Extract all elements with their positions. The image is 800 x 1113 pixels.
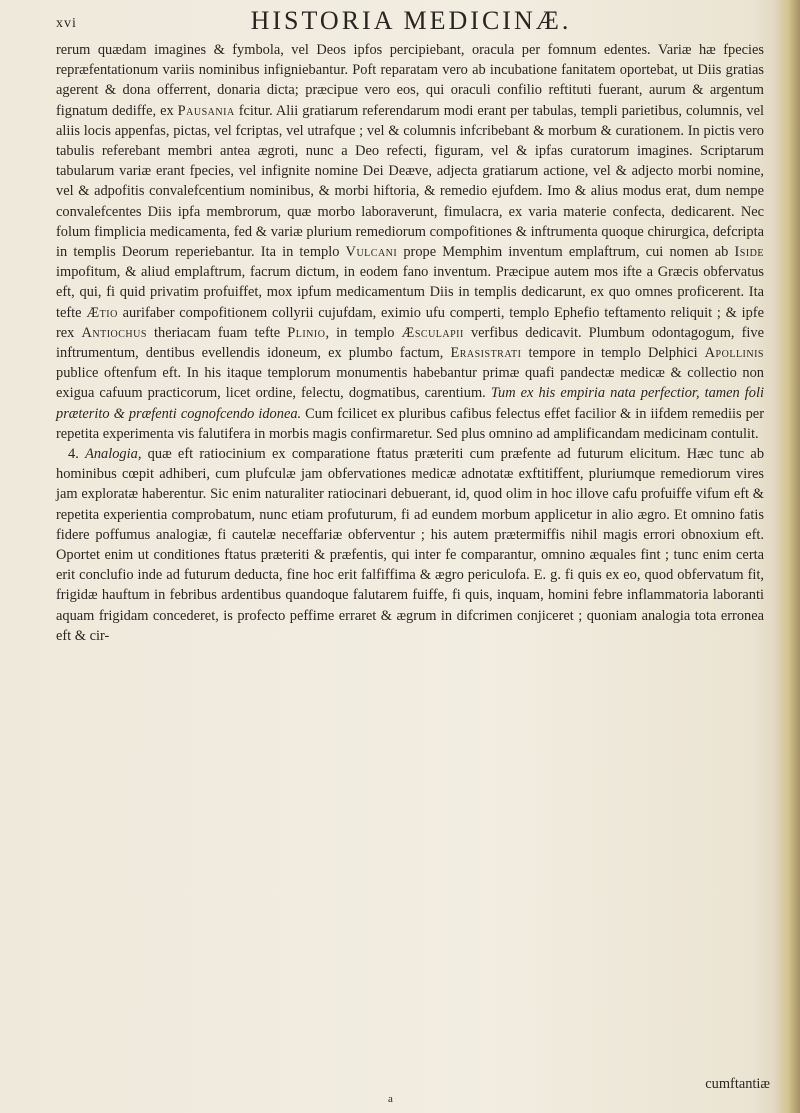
name-vulcani: Vulcani <box>345 244 398 261</box>
body-text <box>56 40 764 646</box>
name-iside: Iside <box>734 244 764 261</box>
name-plinio: Plinio <box>287 324 326 341</box>
catchword: cumftantiæ <box>705 1076 770 1092</box>
paragraph-incubation: rerum quædam imagines & fymbola, vel Deos ipfos percipiebant, oracula per fomnum edentes. Variæ hæ fpecies repræfentationum variis nominibus infigniebantur. Poft reparatam vero ab incubatione fanitatem oportebat, ut Diis gratias agerent & dona offerrent, donaria dicta; præcipue vero eos, qui oraculi confilio reftituti fuerant, aurum & argentum fignatum dediffe, ex Pausania fcitur. Alii gratiarum referendarum modi erant per tabulas, templi parietibus, columnis, vel aliis locis appenfas, pictas, vel fcriptas, vel utrafque ; vel & columnis infcribebant & morbum & curationem. In pictis vero tabulis referebant membri antea ægroti, nunc a Deo refecti, figuram, vel & ipfas curatorum imagines. Scriptarum tabularum variæ erant fpecies, vel infignite nomine Dei Deæve, adjecta gratiarum actione, vel & adjecto morbi nomine, vel & adpofitis convalefcentium nominibus, & morbi hiftoria, & remedio ejufdem. Imo & alius modus erat, dum nempe convalefcentes Diis ipfa membrorum, quæ morbo laboraverunt, fimulacra, ex varia materie confecta, dedicarent. Nec folum fimplicia medicamenta, fed & variæ plurium remediorum compofitiones & inftrumenta quoque chirurgica, defcripta in templis Deorum reperiebantur. Ita in templo Vulcani prope Memphim inventum emplaftrum, cui nomen ab Iside impofitum, & aliud emplaftrum, facrum dictum, in eodem fano inventum. Præcipue autem mos ifte a Græcis obfervatus eft, qui, fi quid privatim profuiffet, mox ipfum medicamentum Diis in templis dedicarunt, ex quo omnes proficerent. Ita tefte Ætio aurifaber compofitionem collyrii cujufdam, eximio ufu comperti, templo Ephefio teftamento reliquit ; & ipfe rex Antiochus theriacam fuam tefte Plinio, in templo Æsculapii verfibus dedicavit. Plumbum odontagogum, five inftrumentum, dentibus evellendis idoneum, ex plumbo factum, Erasistrati tempore in templo Delphici Apollinis publice oftenfum eft. In his itaque templorum monumentis habebantur primæ quafi pandectæ medicæ & collectio non exigua cafuum practicorum, licet ordine, felectu, dogmatibus, carentium. Tum ex his empiria nata perfectior, tamen foli præterito & præfenti cognofcendo idonea. Cum fcilicet ex pluribus cafibus felectus effet facilior & in iifdem remediis per repetita experimenta vis falutifera in morbis magis confirmaretur. Sed plus omnino ad amplificandam medicinam contulit. <box>56 42 764 442</box>
section-number: 4. <box>68 446 86 463</box>
page-header <box>56 4 766 40</box>
name-apollinis: Apollinis <box>704 345 764 362</box>
name-aesculapii: Æsculapii <box>401 324 464 341</box>
name-erasistrati: Erasistrati <box>450 345 522 362</box>
name-aetio: Ætio <box>86 304 118 321</box>
section-term: Analogia <box>85 446 138 463</box>
name-pausania: Pausania <box>177 102 235 119</box>
page-edge-shadow <box>774 0 800 1113</box>
page-number: xvi <box>56 16 77 31</box>
signature-mark: a <box>388 1093 393 1105</box>
name-antiochus: Antiochus <box>81 324 147 341</box>
running-title: HISTORIA MEDICINÆ. <box>250 6 572 35</box>
paragraph-analogia: 4. Analogia, quæ eft ratiocinium ex comparatione ftatus præteriti cum præfente ad futurum elicitum. Hæc tunc ab hominibus cœpit adhiberi, cum plufculæ jam obfervationes medicæ adnotatæ exftitiffent, pluriumque remediorum vires jam exploratæ haberentur. Sic enim naturaliter ratiocinari debuerant, id, quod olim in hoc illove cafu profuiffe vifum eft & repetita experientia comprobatum, nunc etiam profuturum, fi ad eundem morbum applicetur in alio ægro. Et omnino fatis fidere poffumus analogiæ, fi cautelæ neceffariæ obferventur ; his autem prætermiffis nihil magis errori obnoxium eft. Oportet enim ut conditiones ftatus præteriti & præfentis, qui inter fe comparantur, omnino æquales fint ; tunc enim certa erit conclufio inde ad futurum deducta, fine hoc erit falfiffima & ægro periculofa. E. g. fi quis ex eo, quod obfervatum fit, frigidæ hauftum in febribus ardentibus quandoque falutarem fuiffe, fi quis, inquam, homini febre inflammatoria laboranti aquam frigidam concederet, is profecto peffime erraret & ægrum in difcrimen conjiceret ; quoniam analogia tota erronea eft & cir- <box>56 446 765 644</box>
italic-sentence: Tum ex his empiria nata perfectior, tamen foli præterito & præfenti cognofcendo idonea. <box>56 385 764 422</box>
